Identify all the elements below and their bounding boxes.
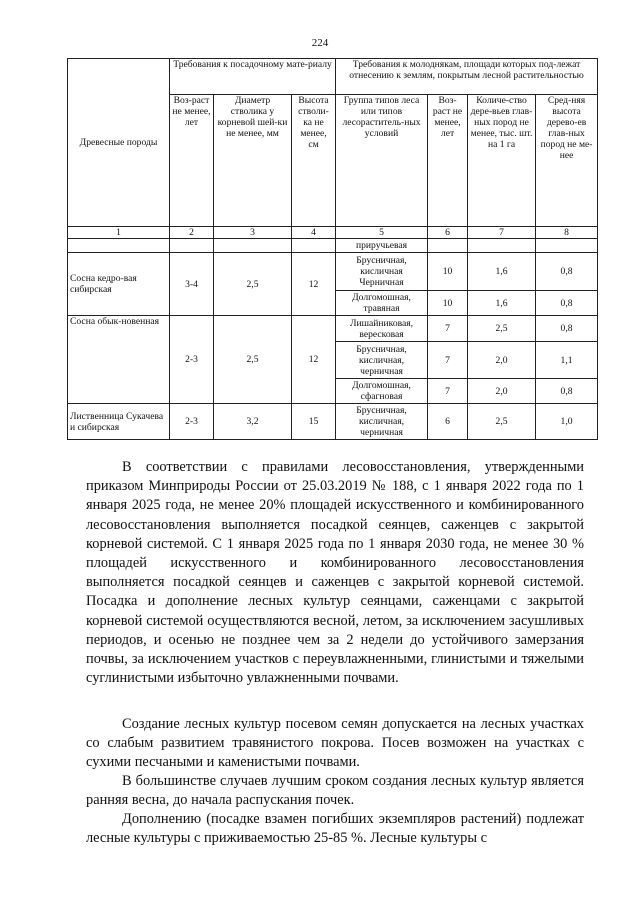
cell-age-2: 6 bbox=[428, 404, 468, 440]
cell-avg-height: 0,8 bbox=[536, 253, 598, 291]
cell-age: 2-3 bbox=[170, 316, 214, 404]
cell-age-2: 7 bbox=[428, 342, 468, 379]
cell-diameter: 2,5 bbox=[214, 253, 292, 316]
cell-forest-type: Брусничная, кисличная, черничная bbox=[336, 404, 428, 440]
cell-tree-count: 2,0 bbox=[468, 342, 536, 379]
header-age: Воз-раст не менее, лет bbox=[170, 95, 214, 227]
cell-height: 12 bbox=[292, 316, 336, 404]
cell-species: Лиственница Сукачева и сибирская bbox=[68, 404, 170, 440]
header-planting-material: Требования к посадочному мате-риалу bbox=[170, 59, 336, 95]
cell-diameter: 3,2 bbox=[214, 404, 292, 440]
requirements-table bbox=[67, 58, 598, 440]
header-species: Древесные породы bbox=[68, 59, 170, 227]
cell-species: Сосна кедро-вая сибирская bbox=[68, 253, 170, 316]
col-number: 6 bbox=[428, 227, 468, 239]
header-avg-height: Сред-няя высота дерево-ев глав-ных пород не ме-нее bbox=[536, 95, 598, 227]
cell-avg-height: 0,8 bbox=[536, 316, 598, 342]
cell-age-2: 7 bbox=[428, 379, 468, 404]
cell-forest-type: Брусничная, кисличная, черничная bbox=[336, 342, 428, 379]
cell-age: 3-4 bbox=[170, 253, 214, 316]
header-diameter: Диаметр стволика у корневой шей-ки не менее, мм bbox=[214, 95, 292, 227]
col-number: 8 bbox=[536, 227, 598, 239]
cell-forest-type: Долгомошная, сфагновая bbox=[336, 379, 428, 404]
paragraph-reforestation-rules: В соответствии с правилами лесовосстановления, утвержденными приказом Минприроды России от 25.03.2019 № 188, с 1 января 2022 года по 1 января 2025 года, не менее 20% площадей искусственного и комбинированного лесовосстановления выполняется посадкой сеянцев, саженцев с закрытой корневой системой. С 1 января 2025 года по 1 января 2030 года, не менее 30 % площадей искусственного и комбинированного лесовосстановления выполняется посадкой сеянцев и саженцев с закрытой корневой системой. Посадка и дополнение лесных культур сеянцами, саженцами с закрытой корневой системой осуществляются весной, летом, за исключением засушливых периодов, и осенью не позднее чем за 2 недели до устойчивого замерзания почвы, за исключением участков с переувлажненными, глинистыми и тяжелыми суглинистыми избыточно увлажненными почвами. bbox=[86, 459, 584, 687]
col-number: 7 bbox=[468, 227, 536, 239]
paragraph-seeding: Создание лесных культур посевом семян допускается на лесных участках со слабым развитием травянистого покрова. Посев возможен на участках с сухими песчаными и каменистыми почвами. bbox=[86, 716, 584, 771]
cell-tree-count: 1,6 bbox=[468, 291, 536, 316]
cell-height: 15 bbox=[292, 404, 336, 440]
cell-age: 2-3 bbox=[170, 404, 214, 440]
col-number: 2 bbox=[170, 227, 214, 239]
col-number: 3 bbox=[214, 227, 292, 239]
cell-avg-height: 0,8 bbox=[536, 291, 598, 316]
cell-forest-type: Долгомошная, травяная bbox=[336, 291, 428, 316]
cell-tree-count: 2,0 bbox=[468, 379, 536, 404]
page-number: 224 bbox=[311, 37, 329, 49]
cell-avg-height: 1,0 bbox=[536, 404, 598, 440]
cell-forest-type: Брусничная, кисличная Черничная bbox=[336, 253, 428, 291]
cell-species: Сосна обык-новенная bbox=[68, 316, 170, 404]
cell-tree-count: 2,5 bbox=[468, 316, 536, 342]
header-age-2: Воз-раст не менее, лет bbox=[428, 95, 468, 227]
col-number: 5 bbox=[336, 227, 428, 239]
paragraph-best-time: В большинстве случаев лучшим сроком создания лесных культур является ранняя весна, до начала распускания почек. bbox=[86, 773, 584, 809]
cell-forest-type: Лишайниковая, вересковая bbox=[336, 316, 428, 342]
cell-avg-height: 1,1 bbox=[536, 342, 598, 379]
cell-height: 12 bbox=[292, 253, 336, 316]
cell-age-2: 10 bbox=[428, 253, 468, 291]
cell-tree-count: 2,5 bbox=[468, 404, 536, 440]
cell-diameter: 2,5 bbox=[214, 316, 292, 404]
header-height: Высота стволи-ка не менее, см bbox=[292, 95, 336, 227]
col-number: 1 bbox=[68, 227, 170, 239]
cell-avg-height: 0,8 bbox=[536, 379, 598, 404]
cell-tree-count: 1,6 bbox=[468, 253, 536, 291]
header-forest-type: Группа типов леса или типов лесораститель-ных условий bbox=[336, 95, 428, 227]
cell-age-2: 10 bbox=[428, 291, 468, 316]
cell-forest-type-partial: приручьевая bbox=[336, 239, 428, 253]
paragraph-replanting: Дополнению (посадке взамен погибших экземпляров растений) подлежат лесные культуры с приживаемостью 25-85 %. Лесные культуры с bbox=[86, 811, 584, 847]
header-young-stand: Требования к молоднякам, площади которых под-лежат отнесению к землям, покрытым лесной растительностью bbox=[336, 59, 598, 95]
cell-age-2: 7 bbox=[428, 316, 468, 342]
header-tree-count: Количе-ство дере-вьев глав-ных пород не менее, тыс. шт. на 1 га bbox=[468, 95, 536, 227]
col-number: 4 bbox=[292, 227, 336, 239]
